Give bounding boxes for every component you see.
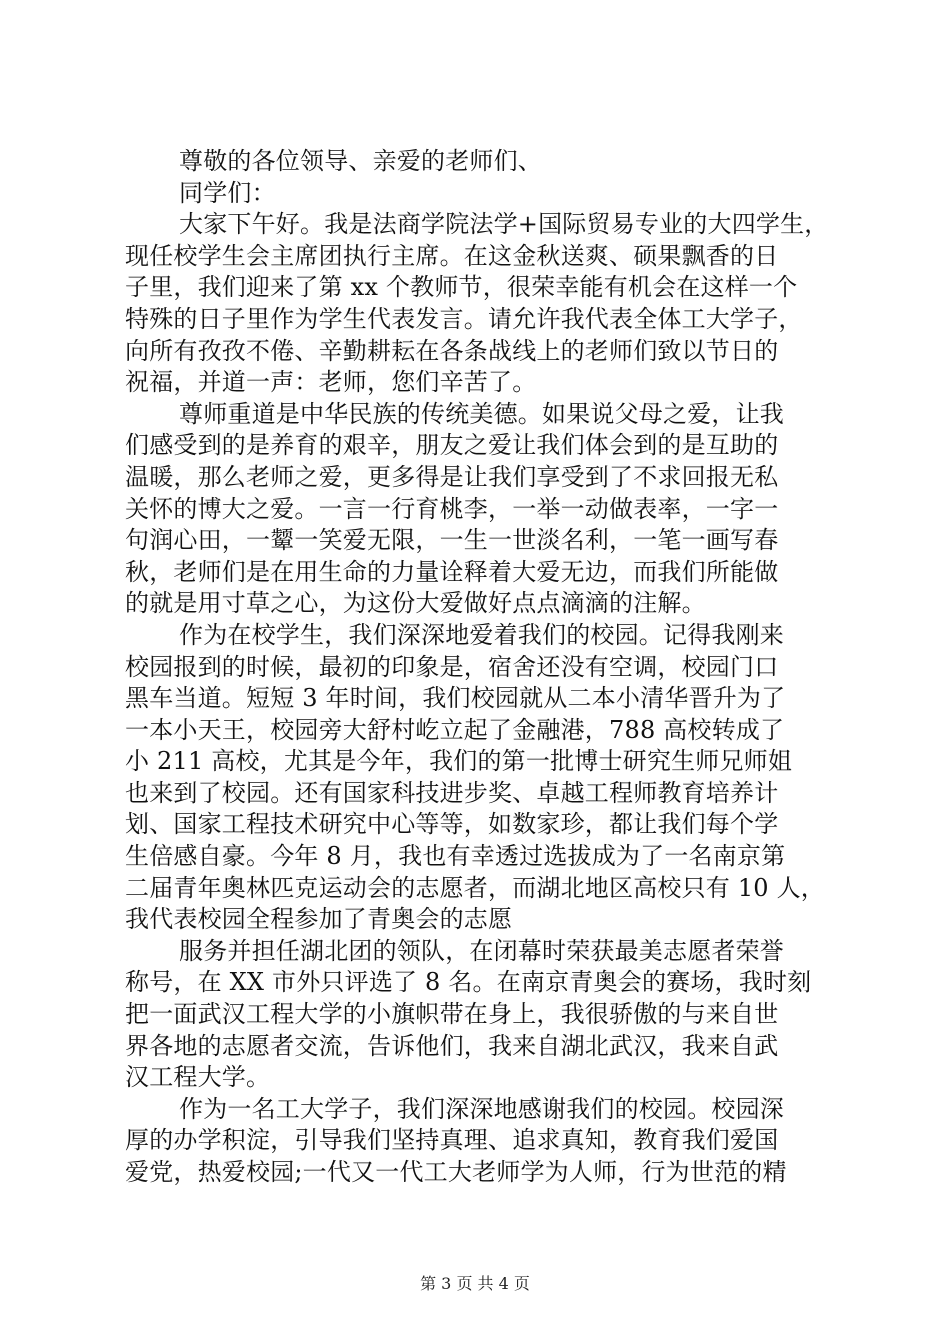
document-body <box>125 146 830 1189</box>
text-line: 校园报到的时候，最初的印象是，宿舍还没有空调，校园门口 <box>125 652 779 681</box>
text-line: 划、国家工程技术研究中心等等，如数家珍，都让我们每个学 <box>125 810 779 839</box>
text-line: 秋，老师们是在用生命的力量诠释着大爱无边，而我们所能做 <box>125 557 779 586</box>
text-line: 关怀的博大之爱。一言一行育桃李，一举一动做表率，一字一 <box>125 494 779 523</box>
text-line: 特殊的日子里作为学生代表发言。请允许我代表全体工大学子， <box>125 304 803 333</box>
page-footer <box>0 1274 950 1294</box>
text-line: 作为一名工大学子，我们深深地感谢我们的校园。校园深 <box>179 1094 784 1123</box>
text-line: 生倍感自豪。今年 8 月，我也有幸透过选拔成为了一名南京第 <box>125 842 786 871</box>
text-line: 同学们： <box>179 178 276 207</box>
text-line: 把一面武汉工程大学的小旗帜带在身上，我很骄傲的与来自世 <box>125 1000 779 1029</box>
text-line: 黑车当道。短短 3 年时间，我们校园就从二本小清华晋升为了 <box>125 684 786 713</box>
text-line: 厚的办学积淀，引导我们坚持真理、追求真知，教育我们爱国 <box>125 1126 779 1155</box>
text-line: 温暖，那么老师之爱，更多得是让我们享受到了不求回报无私 <box>125 462 779 491</box>
text-line: 们感受到的是养育的艰辛，朋友之爱让我们体会到的是互助的 <box>125 431 779 460</box>
text-line: 祝福，并道一声：老师，您们辛苦了。 <box>125 368 537 397</box>
text-line: 小 211 高校，尤其是今年，我们的第一批博士研究生师兄师姐 <box>125 747 793 776</box>
text-line: 作为在校学生，我们深深地爱着我们的校园。记得我刚来 <box>179 620 784 649</box>
text-line: 界各地的志愿者交流，告诉他们，我来自湖北武汉，我来自武 <box>125 1031 779 1060</box>
text-line: 句润心田，一颦一笑爱无限，一生一世淡名利，一笔一画写春 <box>125 526 779 555</box>
text-line: 的就是用寸草之心，为这份大爱做好点点滴滴的注解。 <box>125 589 706 618</box>
text-line: 爱党，热爱校园;一代又一代工大老师学为人师，行为世范的精 <box>125 1158 787 1186</box>
text-line: 也来到了校园。还有国家科技进步奖、卓越工程师教育培养计 <box>125 778 779 807</box>
text-line: 现任校学生会主席团执行主席。在这金秋送爽、硕果飘香的日 <box>125 241 779 270</box>
text-line: 大家下午好。我是法商学院法学+国际贸易专业的大四学生， <box>179 210 829 239</box>
text-line: 向所有孜孜不倦、辛勤耕耘在各条战线上的老师们致以节日的 <box>125 336 779 365</box>
text-line: 子里，我们迎来了第 xx 个教师节，很荣幸能有机会在这样一个 <box>125 273 798 302</box>
text-line: 服务并担任湖北团的领队，在闭幕时荣获最美志愿者荣誉 <box>179 936 784 965</box>
text-line: 我代表校园全程参加了青奥会的志愿 <box>125 905 513 934</box>
text-line: 尊敬的各位领导、亲爱的老师们、 <box>179 147 542 175</box>
text-line: 一本小天王，校园旁大舒村屹立起了金融港，788 高校转成了 <box>125 715 785 744</box>
text-line: 称号，在 XX 市外只评选了 8 名。在南京青奥会的赛场，我时刻 <box>125 968 812 997</box>
text-line: 二届青年奥林匹克运动会的志愿者，而湖北地区高校只有 10 人， <box>125 873 825 902</box>
text-line: 汉工程大学。 <box>125 1063 271 1092</box>
text-line: 尊师重道是中华民族的传统美德。如果说父母之爱，让我 <box>179 399 784 428</box>
page-number-label: 第 3 页 共 4 页 <box>420 1274 530 1293</box>
